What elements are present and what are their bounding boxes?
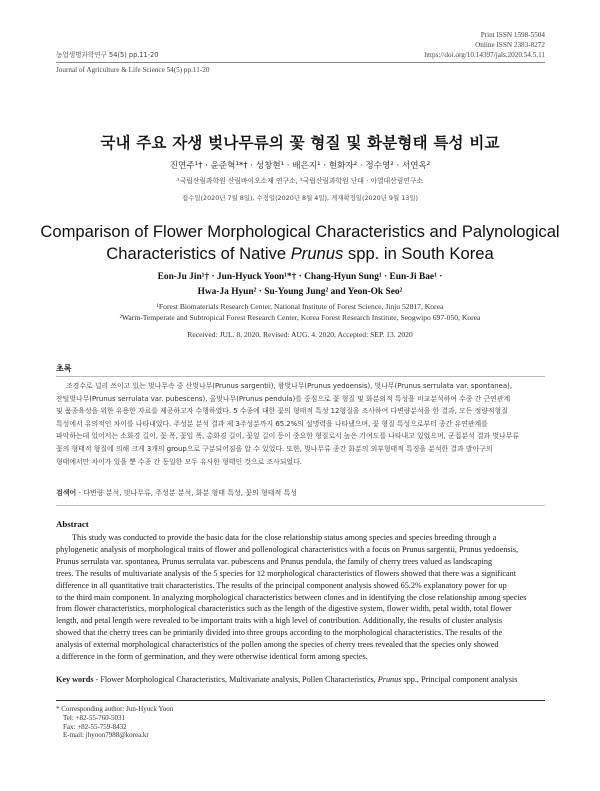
korean-authors: 진연주¹† · 윤준혁¹*† · 성창현¹ · 배은지¹ · 현화자² · 정수영² · 서연옥² [169, 161, 431, 171]
korean-keywords [56, 488, 297, 498]
footnote-rule [56, 700, 545, 701]
korean-keywords-rule [56, 505, 545, 506]
english-title [0, 221, 600, 265]
header-rule [56, 62, 545, 63]
journal-korean-citation: 농업생명과학연구 54(5) pp.11-20 [56, 51, 159, 59]
korean-title: 국내 주요 자생 벚나무류의 꽃 형질 및 화분형태 특성 비교 [100, 134, 500, 152]
journal-english-citation: Journal of Agriculture & Life Science 54(5) pp.11-20 [56, 66, 210, 74]
corresponding-author-footnote: * Corresponding author: Jun-Hyuck Yoon Tel: +82-55-760-5031 Fax: +82-55-759-8432 E-mail: jhyoon7988@korea.kr [56, 705, 174, 740]
online-issn: Online ISSN 2383-8272 [475, 41, 545, 49]
korean-keywords-label: 검색어 [56, 489, 77, 497]
english-keywords-label: Key words [56, 675, 94, 684]
doi-link[interactable]: https://doi.org/10.14397/jals.2020.54.5.11 [424, 51, 545, 59]
english-title-line1: Comparison of Flower Morphological Characteristics and Palynological [40, 222, 560, 241]
english-authors-line1: Eon-Ju Jin¹† · Jun-Hyuck Yoon¹*† · Chang-Hyun Sung¹ · Eun-Ji Bae¹ · [157, 272, 443, 282]
english-dates: Received: JUL. 8. 2020, Revised: AUG. 4. 2020, Accepted: SEP. 13. 2020 [187, 330, 413, 339]
english-title-line2: Characteristics of Native Prunus spp. in South Korea [106, 244, 494, 263]
korean-dates: 접수일(2020년 7월 8일), 수정일(2020년 8월 4일), 게재확정일(2020년 9월 13일) [182, 194, 418, 202]
korean-affiliation: ¹국립산림과학원 산림바이오소재 연구소, ²국립산림과학원 난대 · 아열대산림연구소 [177, 177, 423, 185]
print-issn: Print ISSN 1598-5504 [480, 31, 545, 39]
english-abstract-heading: Abstract [56, 519, 89, 529]
english-affiliation-2: ²Warm-Temperate and Subtropical Forest Research Center, Korea Forest Research Institute, Seogwipo 697-050, Korea [119, 313, 481, 322]
english-authors-line2: Hwa-Ja Hyun² · Su-Young Jung² and Yeon-Ok Seo² [197, 287, 403, 297]
english-abstract-text: This study was conducted to provide the basic data for the close relationship status among species and species breeding through a phylogenetic analysis of morphological traits of flower and pollenological characteristics with a focus on Prunus sargentii, Prunus yedoensis, Prunus serrulata var. spontanea, Prunus serrulata var. pubescens and Prunus pendula, the family of cherry trees valued as landscaping trees. The results of multivariate analysis of the 5 species for 12 morphological characteristics of flowers showed that there was a significant difference in all quantitative trait characteristics. The results of the principal component analysis showed 65.2% explanatory power for up to the third main component. In analyzing morphological characteristics between clones and in identifying the close relationship among species from flower characteristics, morphological characteristics such as the length of the digestive system, flower width, petal width, total flower length, and petal length were revealed to be important traits with a high level of contribution. Additionally, the results of cluster analysis showed that the cherry trees can be primarily divided into three groups according to the morphological characteristics. The results of the analysis of external morphological characteristics of the pollen among the species of cherry trees revealed that the species only showed a difference in the form of germination, and they were otherwise identical form among species. [56, 533, 527, 662]
english-affiliation-1: ¹Forest Biomaterials Research Center, National Institute of Forest Science, Jinju 52817, Korea [156, 302, 444, 311]
korean-abstract-rule [56, 376, 545, 377]
korean-keywords-list: - 다변량 분석, 벚나무류, 주성분 분석, 화분 형태 특성, 꽃의 형태적 특성 [76, 489, 297, 497]
english-keywords: Key words - Flower Morphological Characteristics, Multivariate analysis, Pollen Characteristics, Prunus spp., Principal component analysis [56, 675, 518, 684]
korean-abstract-heading: 초록 [56, 364, 72, 373]
korean-abstract-text: 조경수로 널리 쓰이고 있는 벚나무속 중 산벚나무(Prunus sargentii), 왕벚나무(Prunus yedoensis), 벚나무(Prunus serrulata var. spontanea), 잔털벚나무(Prunus serrulata var. pubescens), 올벚나무(Prunus pendula)를 중심으로 꽃 형질 및 화분외적 특성을 비교분석하여 수종 간 근연관계 및 품종육성을 위한 유용한 자료를 제공하고자 수행하였다. 5 수종에 대한 꽃의 형태적 특성 12형질을 조사하여 다변량분석을 한 결과, 모든 정량적형질 특성에서 유의적인 차이를 나타내었다. 주성분 분석 결과 제 3주성분까지 65.2%의 설명력을 나타냈으며, 꽃 형질 특성으로부터 종간 유연관계를 파악하는데 있어서는 소화경 길이, 꽃 폭, 꽃잎 폭, 총화경 길이, 꽃잎 길이 등이 중요한 형질로서 높은 기여도를 나타내고 있었으며, 군집분석 결과 벚나무류 꽃의 형태적 형질에 의해 크게 3개의 group으로 구분되어짐을 알 수 있었다. 또한, 벚나무류 종간 화분의 외부형태적 특징을 분석한 결과 발아구의 형태에서만 차이가 있을 뿐 수종 간 동일한 모두 유사한 형태인 것으로 조사되었다. [56, 382, 519, 466]
